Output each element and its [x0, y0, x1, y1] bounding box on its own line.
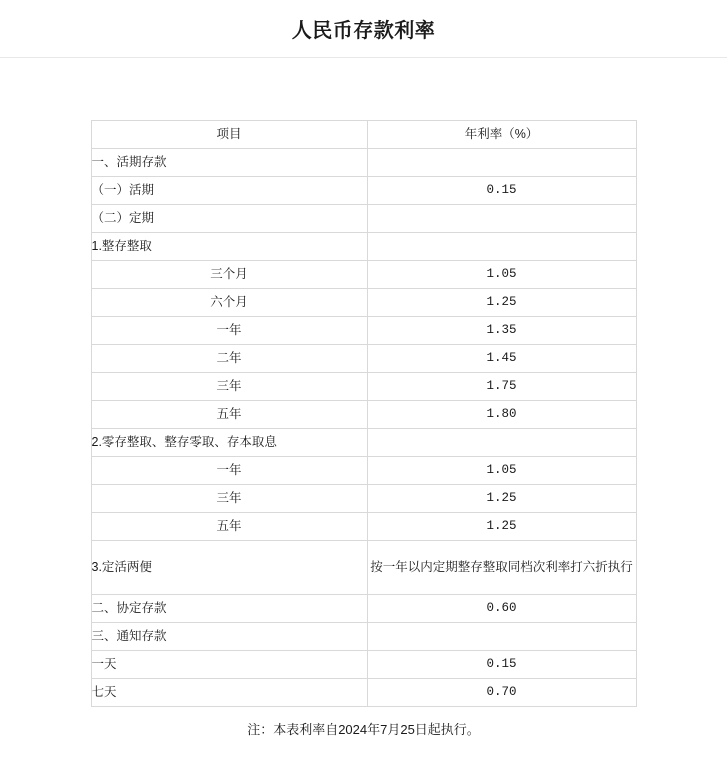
title-divider — [0, 57, 727, 58]
table-header-row — [91, 121, 636, 149]
table-row — [91, 345, 636, 373]
table-row — [91, 317, 636, 345]
row-label: 一年 — [91, 317, 367, 345]
table-row — [91, 261, 636, 289]
row-label: 1.整存整取 — [91, 233, 367, 261]
table-row — [91, 429, 636, 457]
row-label: 六个月 — [91, 289, 367, 317]
row-rate-value: 0.15 — [367, 177, 636, 205]
row-rate-value: 按一年以内定期整存整取同档次利率打六折执行 — [367, 541, 636, 595]
table-body — [91, 149, 636, 707]
column-header-rate: 年利率（%） — [367, 121, 636, 149]
row-rate-value: 1.25 — [367, 513, 636, 541]
row-label: 3.定活两便 — [91, 541, 367, 595]
row-label: 五年 — [91, 401, 367, 429]
table-row — [91, 373, 636, 401]
row-label: 三年 — [91, 485, 367, 513]
table-row — [91, 401, 636, 429]
row-label: 七天 — [91, 679, 367, 707]
table-row — [91, 457, 636, 485]
row-label: 一天 — [91, 651, 367, 679]
row-rate-value: 0.60 — [367, 595, 636, 623]
row-rate-value: 1.05 — [367, 457, 636, 485]
row-rate-value: 0.70 — [367, 679, 636, 707]
row-label: 三、通知存款 — [91, 623, 367, 651]
column-header-item: 项目 — [91, 121, 367, 149]
row-label: 三个月 — [91, 261, 367, 289]
table-row — [91, 679, 636, 707]
table-row — [91, 205, 636, 233]
row-rate-value: 1.45 — [367, 345, 636, 373]
row-label: 五年 — [91, 513, 367, 541]
table-row — [91, 485, 636, 513]
row-rate-value: 1.35 — [367, 317, 636, 345]
table-row — [91, 289, 636, 317]
deposit-rates-table — [91, 120, 637, 707]
row-rate-value: 1.05 — [367, 261, 636, 289]
row-label: 三年 — [91, 373, 367, 401]
table-row — [91, 595, 636, 623]
row-rate-value — [367, 149, 636, 177]
table-header — [91, 121, 636, 149]
page-title: 人民币存款利率 — [291, 20, 436, 42]
row-rate-value — [367, 205, 636, 233]
table-row — [91, 513, 636, 541]
row-rate-value: 0.15 — [367, 651, 636, 679]
row-label: （二）定期 — [91, 205, 367, 233]
table-row — [91, 177, 636, 205]
row-label: 二年 — [91, 345, 367, 373]
row-rate-value — [367, 429, 636, 457]
row-label: 二、协定存款 — [91, 595, 367, 623]
table-row — [91, 149, 636, 177]
row-rate-value: 1.80 — [367, 401, 636, 429]
row-rate-value — [367, 623, 636, 651]
row-rate-value: 1.25 — [367, 485, 636, 513]
table-row — [91, 541, 636, 595]
table-footnote: 注：本表利率自2024年7月25日起执行。 — [247, 722, 480, 737]
row-label: 2.零存整取、整存零取、存本取息 — [91, 429, 367, 457]
row-label: 一年 — [91, 457, 367, 485]
row-rate-value — [367, 233, 636, 261]
row-rate-value: 1.25 — [367, 289, 636, 317]
row-label: （一）活期 — [91, 177, 367, 205]
table-row — [91, 233, 636, 261]
row-rate-value: 1.75 — [367, 373, 636, 401]
table-row — [91, 623, 636, 651]
rates-table-container — [0, 120, 727, 707]
row-label: 一、活期存款 — [91, 149, 367, 177]
table-row — [91, 651, 636, 679]
